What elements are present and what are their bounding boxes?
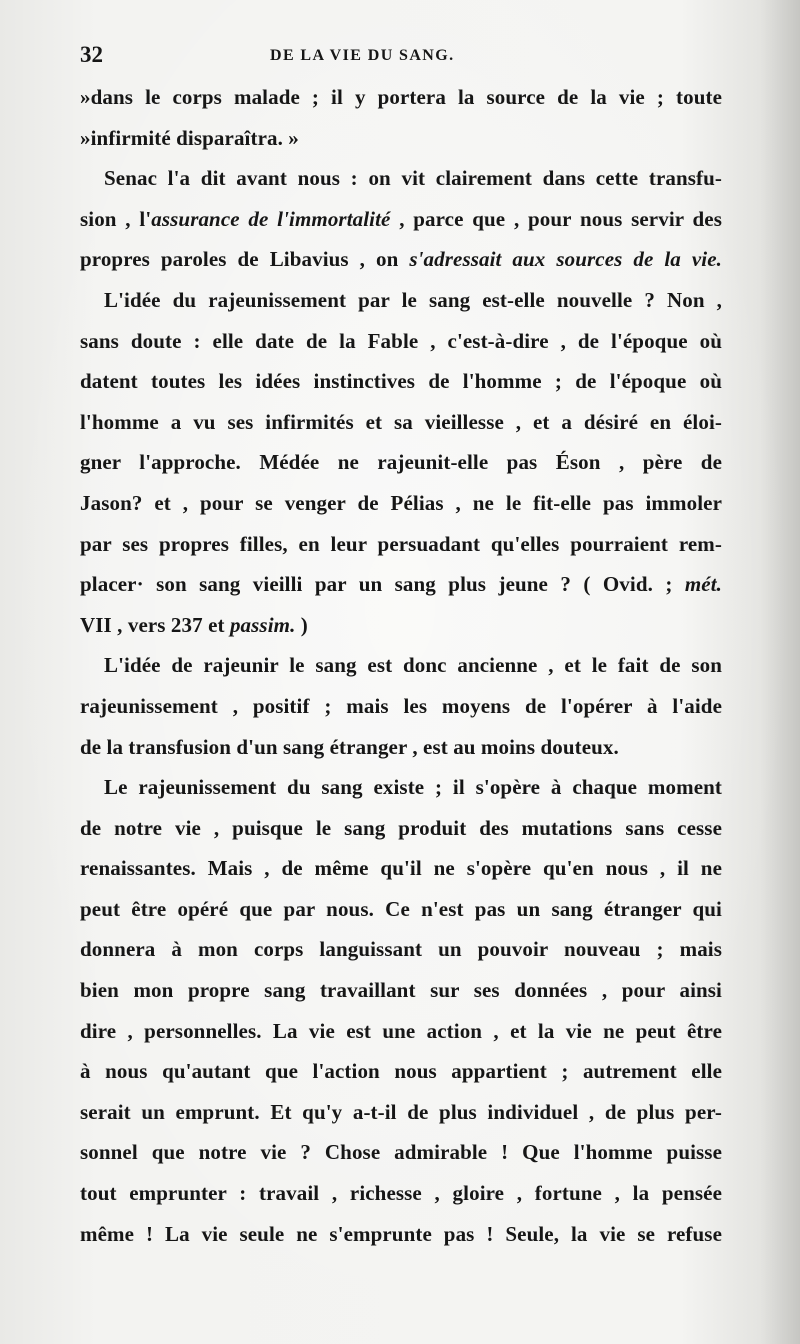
text-segment: de notre vie , puisque le sang produit des mutations sans cesse — [80, 815, 722, 840]
text-segment: Jason? et , pour se venger de Pélias , ne le fit-elle pas immoler — [80, 490, 722, 515]
running-title: DE LA VIE DU SANG. — [270, 47, 455, 64]
text-segment: serait un emprunt. Et qu'y a-t-il de plus individuel , de plus per- — [80, 1099, 722, 1124]
text-line — [80, 848, 722, 889]
text-segment: L'idée du rajeunissement par le sang est-elle nouvelle ? Non , — [104, 287, 722, 312]
text-line — [80, 199, 722, 240]
text-line — [80, 686, 722, 727]
text-segment: VII , vers 237 et — [80, 612, 230, 637]
text-line — [80, 1173, 722, 1214]
text-segment: Le rajeunissement du sang existe ; il s'opère à chaque moment — [104, 775, 722, 800]
text-segment: datent toutes les idées instinctives de l'homme ; de l'époque où — [80, 369, 722, 394]
text-line — [80, 402, 722, 443]
text-segment: peut être opéré que par nous. Ce n'est pas un sang étranger qui — [80, 896, 722, 921]
text-segment: renaissantes. Mais , de même qu'il ne s'opère qu'en nous , il ne — [80, 856, 722, 881]
page-edge-shadow — [760, 0, 800, 1344]
text-line — [80, 929, 722, 970]
text-line — [80, 1011, 722, 1052]
text-segment: par ses propres filles, en leur persuadant qu'elles pourraient rem- — [80, 531, 722, 556]
text-segment: tout emprunter : travail , richesse , gloire , fortune , la pensée — [80, 1181, 722, 1206]
text-segment: même ! La vie seule ne s'emprunte pas ! Seule, la vie se refuse — [80, 1221, 722, 1246]
text-line — [80, 605, 722, 646]
text-segment: placer· son sang vieilli par un sang plus jeune ? ( Ovid. ; — [80, 572, 685, 597]
text-segment: à nous qu'autant que l'action nous appartient ; autrement elle — [80, 1059, 722, 1084]
text-segment: bien mon propre sang travaillant sur ses données , pour ainsi — [80, 978, 722, 1003]
italic-text: assurance de l'immortalité — [151, 206, 400, 231]
page-number: 32 — [80, 42, 103, 67]
text-segment: sonnel que notre vie ? Chose admirable ! Que l'homme puisse — [80, 1140, 722, 1165]
text-line — [80, 1092, 722, 1133]
text-segment: sans doute : elle date de la Fable , c'est-à-dire , de l'époque où — [80, 328, 722, 353]
text-line — [80, 1132, 722, 1173]
text-segment: »dans le corps malade ; il y portera la source de la vie ; toute — [80, 85, 722, 109]
text-line — [80, 645, 722, 686]
text-line — [80, 524, 722, 565]
text-line — [80, 442, 722, 483]
text-segment: gner l'approche. Médée ne rajeunit-elle pas Éson , père de — [80, 450, 722, 475]
body-text — [80, 77, 722, 1254]
page-header — [80, 40, 720, 70]
text-line — [80, 321, 722, 362]
text-line — [80, 158, 722, 199]
text-segment: »infirmité disparaîtra. » — [80, 125, 299, 150]
text-segment: Senac l'a dit avant nous : on vit clairement dans cette transfu- — [104, 166, 722, 191]
text-line — [80, 483, 722, 524]
text-segment: sion , l' — [80, 206, 152, 231]
text-segment: ) — [295, 612, 308, 637]
text-line — [80, 767, 722, 808]
text-segment: donnera à mon corps languissant un pouvoir nouveau ; mais — [80, 937, 722, 962]
text-line — [80, 361, 722, 402]
text-segment: , parce que , pour nous servir des — [399, 206, 722, 231]
text-segment: rajeunissement , positif ; mais les moyens de l'opérer à l'aide — [80, 693, 722, 718]
text-line — [80, 239, 722, 280]
text-line — [80, 564, 722, 605]
text-line — [80, 808, 722, 849]
text-line — [80, 889, 722, 930]
text-segment: de la transfusion d'un sang étranger , est au moins douteux. — [80, 734, 619, 759]
text-line — [80, 970, 722, 1011]
text-line — [80, 280, 722, 321]
text-line — [80, 77, 722, 118]
text-line — [80, 1051, 722, 1092]
text-segment: propres paroles de Libavius , on — [80, 247, 410, 272]
text-line — [80, 727, 722, 768]
italic-text: s'adressait aux sources de la vie. — [409, 247, 723, 272]
text-line — [80, 1214, 722, 1255]
text-segment: l'homme a vu ses infirmités et sa vieillesse , et a désiré en éloi- — [80, 409, 722, 434]
text-line — [80, 118, 722, 159]
italic-text: mét. — [684, 572, 722, 597]
text-segment: L'idée de rajeunir le sang est donc ancienne , et le fait de son — [104, 653, 722, 678]
text-segment: dire , personnelles. La vie est une action , et la vie ne peut être — [80, 1018, 722, 1043]
italic-text: passim. — [229, 612, 296, 637]
